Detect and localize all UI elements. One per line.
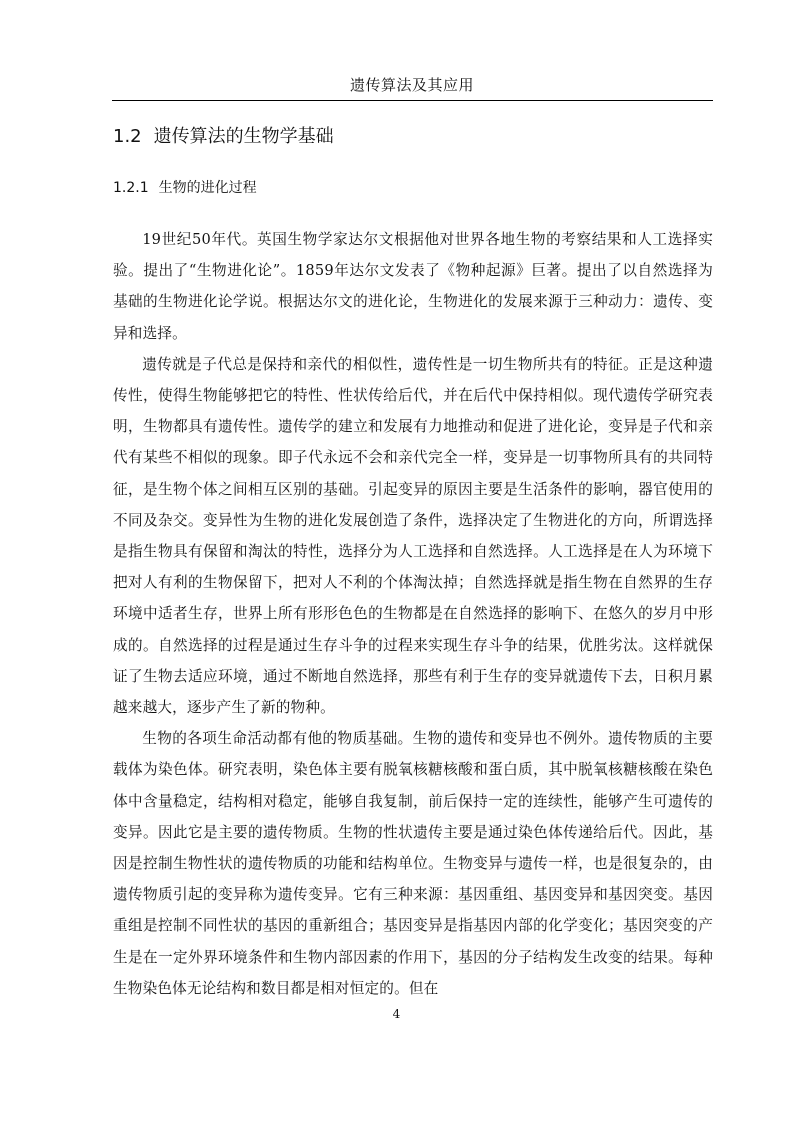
section-title: 遗传算法的生物学基础 <box>153 126 334 147</box>
paragraph: 遗传就是子代总是保持和亲代的相似性，遗传性是一切生物所共有的特征。正是这种遗传性，使得生物能够把它的特性、性状传给后代，并在后代中保持相似。现代遗传学研究表明，生物都具有遗传性。遗传学的建立和发展有力地推动和促进了进化论，变异是子代和亲代有某些不相似的现象。即子代永远不会和亲代完全一样，变异是一切事物所具有的共同特征，是生物个体之间相互区别的基础。引起变异的原因主要是生活条件的影响，器官使用的不同及杂交。变异性为生物的进化发展创造了条件，选择决定了生物进化的方向，所谓选择是指生物具有保留和淘汰的特性，选择分为人工选择和自然选择。人工选择是在人为环境下把对人有利的生物保留下，把对人不利的个体淘汰掉；自然选择就是指生物在自然界的生存环境中适者生存，世界上所有形形色色的生物都是在自然选择的影响下、在悠久的岁月中形成的。自然选择的过程是通过生存斗争的过程来实现生存斗争的结果，优胜劣汰。这样就保证了生物去适应环境，通过不断地自然选择，那些有利于生存的变异就遗传下去，日积月累越来越大，逐步产生了新的物种。 <box>113 355 713 717</box>
section-number: 1.2 <box>113 126 142 147</box>
subsection-number: 1.2.1 <box>113 180 149 196</box>
paragraph: 19世纪50年代。英国生物学家达尔文根据他对世界各地生物的考察结果和人工选择实验。提出了“生物进化论”。1859年达尔文发表了《物种起源》巨著。提出了以自然选择为基础的生物进化论学说。根据达尔文的进化论，生物进化的发展来源于三种动力：遗传、变异和选择。 <box>113 231 713 342</box>
subsection-title: 生物的进化过程 <box>158 180 257 196</box>
body-text <box>113 224 713 1004</box>
header-rule <box>112 100 713 101</box>
subsection-heading <box>113 177 257 199</box>
section-heading <box>113 124 334 150</box>
paragraph: 生物的各项生命活动都有他的物质基础。生物的遗传和变异也不例外。遗传物质的主要载体为染色体。研究表明，染色体主要有脱氧核糖核酸和蛋白质，其中脱氧核糖核酸在染色体中含量稳定，结构相对稳定，能够自我复制，前后保持一定的连续性，能够产生可遗传的变异。因此它是主要的遗传物质。生物的性状遗传主要是通过染色体传递给后代。因此，基因是控制生物性状的遗传物质的功能和结构单位。生物变异与遗传一样，也是很复杂的，由遗传物质引起的变异称为遗传变异。它有三种来源：基因重组、基因变异和基因突变。基因重组是控制不同性状的基因的重新组合；基因变异是指基因内部的化学变化；基因突变的产生是在一定外界环境条件和生物内部因素的作用下，基因的分子结构发生改变的结果。每种生物染色体无论结构和数目都是相对恒定的。但在 <box>113 730 713 997</box>
running-header: 遗传算法及其应用 <box>349 76 474 94</box>
page-number: 4 <box>392 1007 401 1021</box>
